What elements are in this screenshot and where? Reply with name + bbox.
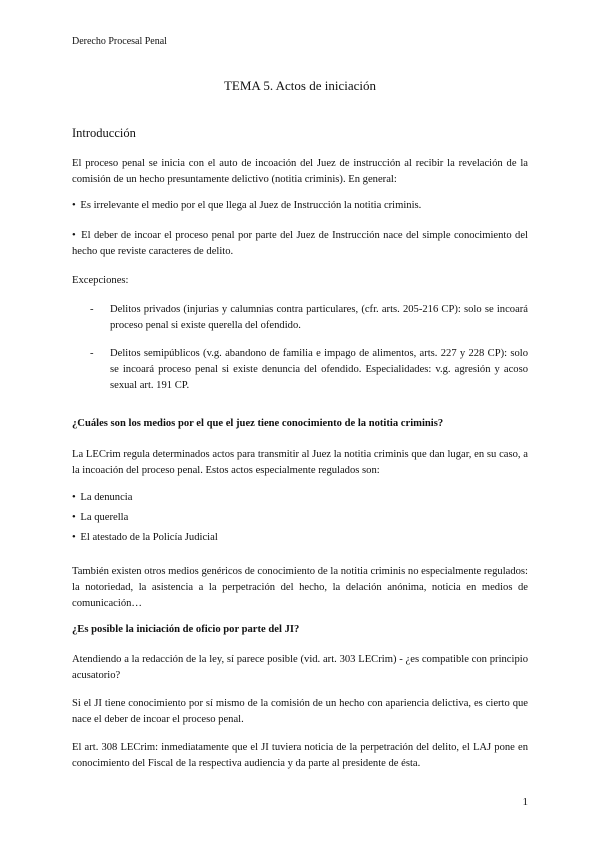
bullet-item (72, 198, 528, 214)
bullet-glyph: • (72, 200, 76, 211)
q2-paragraph-2: Si el JI tiene conocimiento por sí mismo de la comisión de un hecho con apariencia delictiva, es cierto que nace el deber de incoar el proceso penal. (72, 698, 528, 725)
dash-glyph: - (90, 304, 94, 315)
page-number: 1 (522, 796, 528, 808)
bullet-item (72, 530, 528, 546)
q1-paragraph-2: También existen otros medios genéricos de conocimiento de la notitia criminis no especialmente regulados: la notoriedad, la asistencia a la perpetración del hecho, la delación anónima, noticia en medios de comunicación… (72, 566, 528, 609)
bullet-item (72, 510, 528, 526)
exception-text: Delitos semipúblicos (v.g. abandono de familia e impago de alimentos, arts. 227 y 228 CP): solo se incoará proceso penal si existe denuncia del ofendido. Especialidades: v.g. agresión y acoso sexual art. 191 CP. (110, 348, 528, 391)
bullet-text: La denuncia (80, 492, 133, 503)
q1-paragraph: La LECrim regula determinados actos para transmitir al Juez la notitia criminis que dan lugar, en su caso, a la incoación del proceso penal. Estos actos especialmente regulados son: (72, 449, 528, 476)
running-header: Derecho Procesal Penal (72, 36, 167, 47)
q2-paragraph-3: El art. 308 LECrim: inmediatamente que el JI tuviera noticia de la perpetración del delito, el LAJ pone en conocimiento del Fiscal de la respectiva audiencia y da parte al presidente de ésta. (72, 742, 528, 769)
bullet-text: La querella (80, 512, 129, 523)
bullet-glyph: • (72, 492, 76, 503)
page-title: TEMA 5. Actos de iniciación (223, 78, 376, 93)
bullet-text: El atestado de la Policía Judicial (80, 532, 218, 543)
bullet-glyph: • (72, 512, 76, 523)
bullet-glyph: • (72, 230, 76, 241)
dash-glyph: - (90, 348, 94, 359)
bullet-item (72, 490, 528, 506)
bullet-text: El deber de incoar el proceso penal por parte del Juez de Instrucción nace del simple conocimiento del hecho que reviste caracteres de delito. (72, 230, 528, 257)
exception-item (90, 346, 528, 394)
exception-text: Delitos privados (injurias y calumnias contra particulares, (cfr. arts. 205-216 CP): solo se incoará proceso penal si existe querella del ofendido. (110, 304, 528, 331)
bullet-glyph: • (72, 532, 76, 543)
question-heading-1: ¿Cuáles son los medios por el que el juez tiene conocimiento de la notitia criminis? (72, 418, 444, 429)
bullet-item (72, 228, 528, 260)
bullet-text: Es irrelevante el medio por el que llega al Juez de Instrucción la notitia criminis. (80, 200, 422, 211)
exceptions-label: Excepciones: (72, 275, 129, 286)
exception-item (90, 302, 528, 334)
q2-paragraph-1: Atendiendo a la redacción de la ley, sí parece posible (vid. art. 303 LECrim) - ¿es compatible con principio acusatorio? (72, 654, 528, 681)
question-heading-2: ¿Es posible la iniciación de oficio por parte del JI? (72, 624, 300, 635)
section-heading-introduction: Introducción (72, 126, 136, 140)
intro-paragraph: El proceso penal se inicia con el auto de incoación del Juez de instrucción al recibir la revelación de la comisión de un hecho presuntamente delictivo (notitia criminis). En general: (72, 158, 528, 185)
